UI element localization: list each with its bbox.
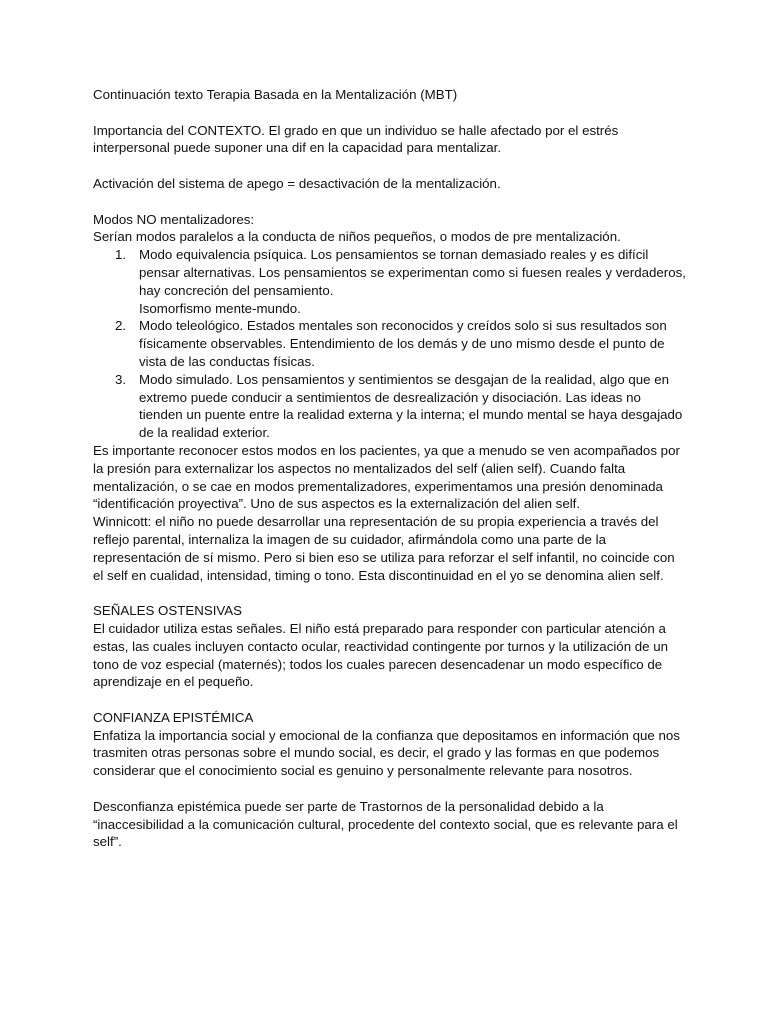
confianza-text: Enfatiza la importancia social y emocional de la confianza que depositamos en información que nos trasmiten otras personas sobre el mundo social, es decir, el grado y las formas en que podemos considerar que el conocimiento social es genuino y personalmente relevante para nosotros. [93,727,680,779]
list-item-text: Modo equivalencia psíquica. Los pensamientos se tornan demasiado reales y es difícil pensar alternativas. Los pensamientos se experimentan como si fuesen reales y verdaderos, hay concreción del pensamiento. [139,247,686,298]
paragraph-winnicott: Winnicott: el niño no puede desarrollar una representación de su propia experiencia a través del reflejo parental, internaliza la imagen de su cuidador, afirmándola como una parte de la representación de sí mismo. Pero si bien eso se utiliza para reforzar el self infantil, no coincide con el self en cualidad, intensidad, timing o tono. Esta discontinuidad en el yo se denomina alien self. [93,514,675,583]
paragraph-desconfianza: Desconfianza epistémica puede ser parte de Trastornos de la personalidad debido a la “inaccesibilidad a la comunicación cultural, procedente del contexto social, que es relevante para el self”. [93,798,678,850]
list-item [115,371,688,442]
senales-text: El cuidador utiliza estas señales. El niño está preparado para responder con particular atención a estas, las cuales incluyen contacto ocular, reactividad contingente por turnos y la utilización de un tono de voz especial (maternés); todos los cuales parecen desencadenar un modo específico de aprendizaje en el pequeño. [93,620,669,690]
spacer [93,780,688,798]
spacer [93,104,688,122]
confianza-heading: CONFIANZA EPISTÉMICA [93,709,254,725]
modos-heading: Modos NO mentalizadores: [93,211,255,227]
modos-list [93,246,688,442]
modos-intro: Serían modos paralelos a la conducta de niños pequeños, o modos de pre mentalización. [93,229,621,245]
list-item-text: Modo teleológico. Estados mentales son reconocidos y creídos solo si sus resultados son físicamente observables. Entendimiento de los demás y de uno mismo desde el punto de vista de las conductas físicas. [139,318,667,369]
list-item [115,317,688,370]
senales-heading: SEÑALES OSTENSIVAS [93,603,243,619]
paragraph-importante: Es importante reconocer estos modos en los pacientes, ya que a menudo se ven acompañados por la presión para externalizar los aspectos no mentalizados del self (alien self). Cuando falta mentalización, o se cae en modos prementalizadores, experimentamos una presión denominada “identificación proyectiva”. Uno de sus aspectos es la externalización del alien self. [93,442,680,512]
spacer [93,691,688,709]
spacer [93,157,688,175]
list-item-number: 3. [115,371,127,387]
spacer [93,584,688,602]
list-item-extra: Isomorfismo mente-mundo. [139,300,301,316]
paragraph-contexto: Importancia del CONTEXTO. El grado en que un individuo se halle afectado por el estrés interpersonal puede suponer una dif en la capacidad para mentalizar. [93,122,619,156]
list-item-number: 2. [115,318,127,334]
list-item-text: Modo simulado. Los pensamientos y sentimientos se desgajan de la realidad, algo que en extremo puede conducir a sentimientos de desrealización y disociación. Las ideas no tienden un puente entre la realidad externa y la interna; el mundo mental se haya desgajado de la realidad exterior. [139,371,683,441]
document-title-line: Continuación texto Terapia Basada en la Mentalización (MBT) [93,87,458,102]
list-item [115,246,688,317]
spacer [93,193,688,211]
paragraph-apego: Activación del sistema de apego = desactivación de la mentalización. [93,175,501,191]
list-item-number: 1. [115,247,127,263]
